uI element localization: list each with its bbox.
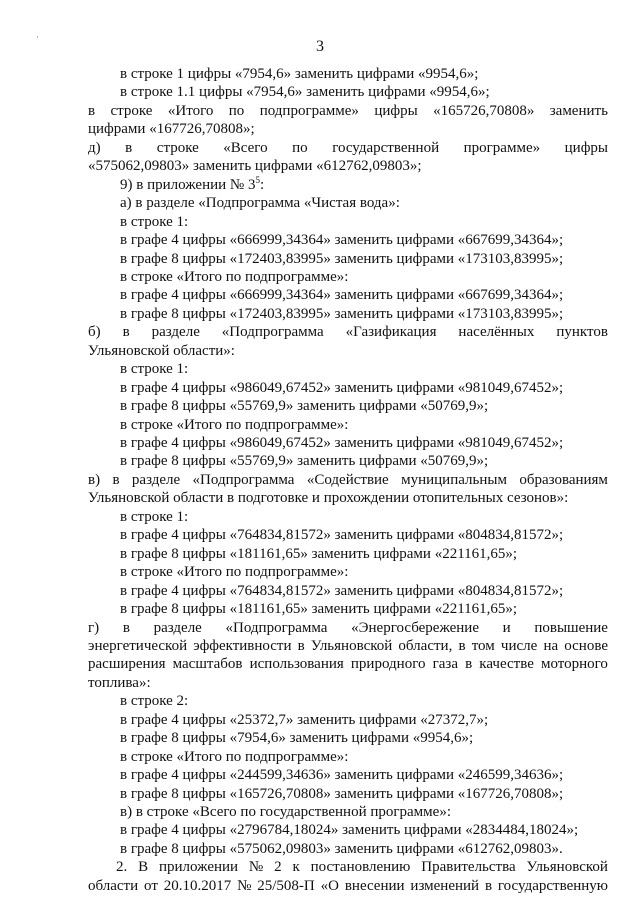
text-word: в графе 8 цифры «55769,9» заменить цифрами «50769,9»; bbox=[120, 398, 489, 415]
text-line bbox=[88, 139, 608, 157]
text-line bbox=[120, 397, 488, 415]
text-line bbox=[88, 655, 608, 673]
text-word: изменений bbox=[410, 877, 480, 894]
text-word: д) bbox=[88, 139, 101, 156]
text-word: в графе 8 цифры «172403,83995» заменить цифрами «173103,83995»; bbox=[120, 305, 564, 322]
text-word: разделе bbox=[131, 471, 181, 488]
text-line bbox=[120, 582, 563, 600]
text-word: на bbox=[543, 637, 559, 654]
text-word: использования bbox=[249, 656, 344, 673]
text-line bbox=[120, 748, 348, 766]
text-line bbox=[120, 231, 563, 249]
text-line bbox=[120, 803, 451, 821]
text-line bbox=[120, 65, 478, 83]
text-word: в графе 8 цифры «181161,65» заменить цифрами «221161,65»; bbox=[120, 601, 518, 618]
text-line bbox=[120, 600, 517, 618]
text-line bbox=[120, 379, 563, 397]
text-line bbox=[120, 194, 400, 212]
text-line bbox=[120, 729, 473, 747]
text-word: г) bbox=[88, 619, 100, 636]
text-line bbox=[120, 176, 264, 194]
text-word: том bbox=[471, 637, 495, 654]
text-word: постановлению bbox=[310, 859, 411, 876]
text-word: к bbox=[292, 859, 300, 876]
text-word: «Газификация bbox=[345, 324, 437, 341]
text-word: газа bbox=[432, 656, 458, 673]
text-word: в графе 4 цифры «764834,81572» заменить цифрами «804834,81572»; bbox=[120, 582, 564, 599]
text-word: топлива»: bbox=[88, 674, 151, 691]
text-word: цифрами «167726,70808»; bbox=[88, 121, 255, 138]
text-word: подпрограмме» bbox=[259, 102, 359, 119]
text-word: основе bbox=[564, 637, 608, 654]
text-word: строке bbox=[156, 139, 199, 156]
text-word: в строке «Итого по подпрограмме»: bbox=[120, 268, 349, 285]
text-word: в строке «Итого по подпрограмме»: bbox=[120, 564, 349, 581]
text-word: 25/508-П bbox=[257, 877, 315, 894]
text-word: повышение bbox=[534, 619, 608, 636]
text-line bbox=[88, 342, 235, 360]
text-word: в строке 1: bbox=[120, 508, 189, 525]
text-word: В bbox=[138, 859, 149, 876]
text-word: в графе 8 цифры «181161,65» заменить цифрами «221161,65»; bbox=[120, 545, 518, 562]
text-word: в bbox=[458, 637, 466, 654]
scan-speck: · bbox=[36, 33, 39, 42]
text-word: качестве bbox=[479, 656, 534, 673]
text-line bbox=[120, 508, 188, 526]
text-word: образованиям bbox=[519, 471, 608, 488]
text-word: пунктов bbox=[556, 324, 608, 341]
text-word: в графе 4 цифры «986049,67452» заменить цифрами «981049,67452»; bbox=[120, 379, 564, 396]
text-line bbox=[88, 619, 608, 637]
text-word: 2 bbox=[274, 859, 282, 876]
text-word: Ульяновской области в подготовке и прохождении отопительных сезонов»: bbox=[88, 490, 569, 507]
text-word: «Подпрограмма bbox=[192, 471, 295, 488]
text-word: эффективности bbox=[193, 637, 292, 654]
text-word: в графе 8 цифры «7954,6» заменить цифрами «9954,6»; bbox=[120, 730, 474, 747]
text-line bbox=[120, 785, 563, 803]
text-line bbox=[120, 83, 490, 101]
text-line bbox=[88, 637, 608, 655]
text-line bbox=[120, 360, 188, 378]
text-word: строке bbox=[110, 102, 153, 119]
text-word: в bbox=[88, 102, 96, 119]
text-word: «Подпрограмма bbox=[225, 619, 328, 636]
text-word: природного bbox=[350, 656, 426, 673]
text-word: «Всего bbox=[223, 139, 268, 156]
text-word: в bbox=[297, 637, 305, 654]
text-line bbox=[120, 286, 563, 304]
text-word: «Содействие bbox=[306, 471, 389, 488]
text-word: в графе 8 цифры «172403,83995» заменить цифрами «173103,83995»; bbox=[120, 250, 564, 267]
text-word: внесении bbox=[344, 877, 405, 894]
text-word: 2. bbox=[116, 859, 128, 876]
text-word: по bbox=[292, 139, 308, 156]
text-word: моторного bbox=[540, 656, 608, 673]
text-line bbox=[88, 157, 422, 175]
text-word: муниципальным bbox=[401, 471, 507, 488]
text-word: в строке 1: bbox=[120, 361, 189, 378]
text-line bbox=[120, 821, 578, 839]
text-word: Ульяновской bbox=[310, 637, 393, 654]
text-word: в bbox=[465, 656, 473, 673]
text-word: б) bbox=[88, 324, 101, 341]
text-word: разделе bbox=[153, 619, 202, 636]
text-word: энергетической bbox=[88, 637, 188, 654]
text-line bbox=[120, 711, 488, 729]
text-word: числе bbox=[500, 637, 538, 654]
text-word: цифры bbox=[564, 139, 608, 156]
text-word: от bbox=[144, 877, 158, 894]
text-word: в графе 4 цифры «2796784,18024» заменить цифрами «2834484,18024»; bbox=[120, 822, 579, 839]
superscript: 5 bbox=[255, 174, 260, 185]
text-word: № bbox=[248, 859, 264, 876]
text-word: в строке «Итого по подпрограмме»: bbox=[120, 416, 349, 433]
text-word: в) в строке «Всего по государственной программе»: bbox=[120, 804, 451, 820]
text-word: в bbox=[125, 139, 133, 156]
text-line bbox=[120, 766, 563, 784]
text-line bbox=[88, 489, 568, 507]
text-word: в графе 8 цифры «55769,9» заменить цифрами «50769,9»; bbox=[120, 453, 489, 470]
text-word: разделе bbox=[151, 324, 200, 341]
text-word: в строке 1.1 цифры «7954,6» заменить цифрами «9954,6»; bbox=[120, 84, 490, 101]
text-word: в графе 4 цифры «25372,7» заменить цифрами «27372,7»; bbox=[120, 711, 489, 728]
text-word: 20.10.2017 bbox=[163, 877, 232, 894]
text-word: в строке 2: bbox=[120, 693, 189, 710]
text-line bbox=[116, 858, 608, 876]
text-word: в графе 4 цифры «666999,34364» заменить цифрами «667699,34364»; bbox=[120, 287, 564, 304]
text-line bbox=[120, 840, 563, 858]
text-word: в графе 4 цифры «244599,34636» заменить цифрами «246599,34636»; bbox=[120, 767, 564, 784]
text-word: «165726,70808» bbox=[433, 102, 535, 119]
text-word: Правительства bbox=[421, 859, 516, 876]
text-word: в bbox=[484, 877, 493, 894]
text-word: в строке «Итого по подпрограмме»: bbox=[120, 748, 349, 765]
text-line bbox=[120, 563, 348, 581]
text-line bbox=[120, 213, 188, 231]
text-word: в графе 4 цифры «764834,81572» заменить цифрами «804834,81572»; bbox=[120, 527, 564, 544]
text-word: «О bbox=[320, 877, 339, 894]
text-word: области, bbox=[398, 637, 453, 654]
text-word: «Энергосбережение bbox=[351, 619, 479, 636]
text-line bbox=[120, 268, 348, 286]
text-word: в графе 4 цифры «666999,34364» заменить цифрами «667699,34364»; bbox=[120, 232, 564, 249]
text-word: расширения bbox=[88, 656, 166, 673]
text-word: государственной bbox=[332, 139, 440, 156]
text-line bbox=[88, 674, 151, 692]
text-word: государственную bbox=[497, 877, 608, 894]
text-word: и bbox=[502, 619, 511, 636]
text-word: № bbox=[237, 877, 252, 894]
text-line bbox=[120, 526, 563, 544]
text-word: «Итого bbox=[167, 102, 214, 119]
text-word: области bbox=[88, 877, 139, 894]
text-word: в графе 4 цифры «986049,67452» заменить цифрами «981049,67452»; bbox=[120, 435, 564, 451]
text-word: в bbox=[122, 619, 130, 636]
text-word: Ульяновской bbox=[526, 859, 608, 876]
text-line bbox=[120, 416, 348, 434]
text-line bbox=[88, 877, 608, 895]
text-line bbox=[120, 250, 563, 268]
text-word: «575062,09803» заменить цифрами «612762,09803»; bbox=[88, 158, 422, 175]
text-line bbox=[120, 545, 517, 563]
text-word: в строке 1 цифры «7954,6» заменить цифрами «9954,6»; bbox=[120, 66, 479, 82]
text-word: в графе 8 цифры «165726,70808» заменить цифрами «167726,70808»; bbox=[120, 785, 564, 802]
page-number: 3 bbox=[316, 38, 324, 55]
text-line bbox=[120, 452, 488, 470]
text-line bbox=[88, 323, 608, 341]
text-line bbox=[88, 120, 255, 138]
text-word: цифры bbox=[374, 102, 418, 119]
text-word: а) в разделе «Подпрограмма «Чистая вода»: bbox=[120, 195, 400, 212]
text-line bbox=[120, 305, 563, 323]
text-word: заменить bbox=[549, 102, 608, 119]
text-word: программе» bbox=[463, 139, 541, 156]
text-word: Ульяновской области»: bbox=[88, 342, 235, 359]
text-word: в bbox=[112, 471, 120, 488]
text-word: масштабов bbox=[172, 656, 243, 673]
text-line bbox=[88, 102, 608, 120]
text-word: в строке 1: bbox=[120, 213, 189, 230]
text-line bbox=[120, 692, 188, 710]
text-line bbox=[88, 471, 608, 489]
text-word: в графе 8 цифры «575062,09803» заменить цифрами «612762,09803». bbox=[120, 840, 563, 857]
text-word: 9) в приложении № 3 bbox=[120, 176, 256, 193]
text-word: «Подпрограмма bbox=[221, 324, 324, 341]
text-line bbox=[120, 434, 563, 452]
text-word: : bbox=[259, 176, 265, 193]
text-word: по bbox=[228, 102, 245, 119]
text-word: приложении bbox=[158, 859, 239, 876]
text-word: населённых bbox=[458, 324, 535, 341]
text-word: в bbox=[122, 324, 130, 341]
text-word: в) bbox=[88, 471, 101, 488]
